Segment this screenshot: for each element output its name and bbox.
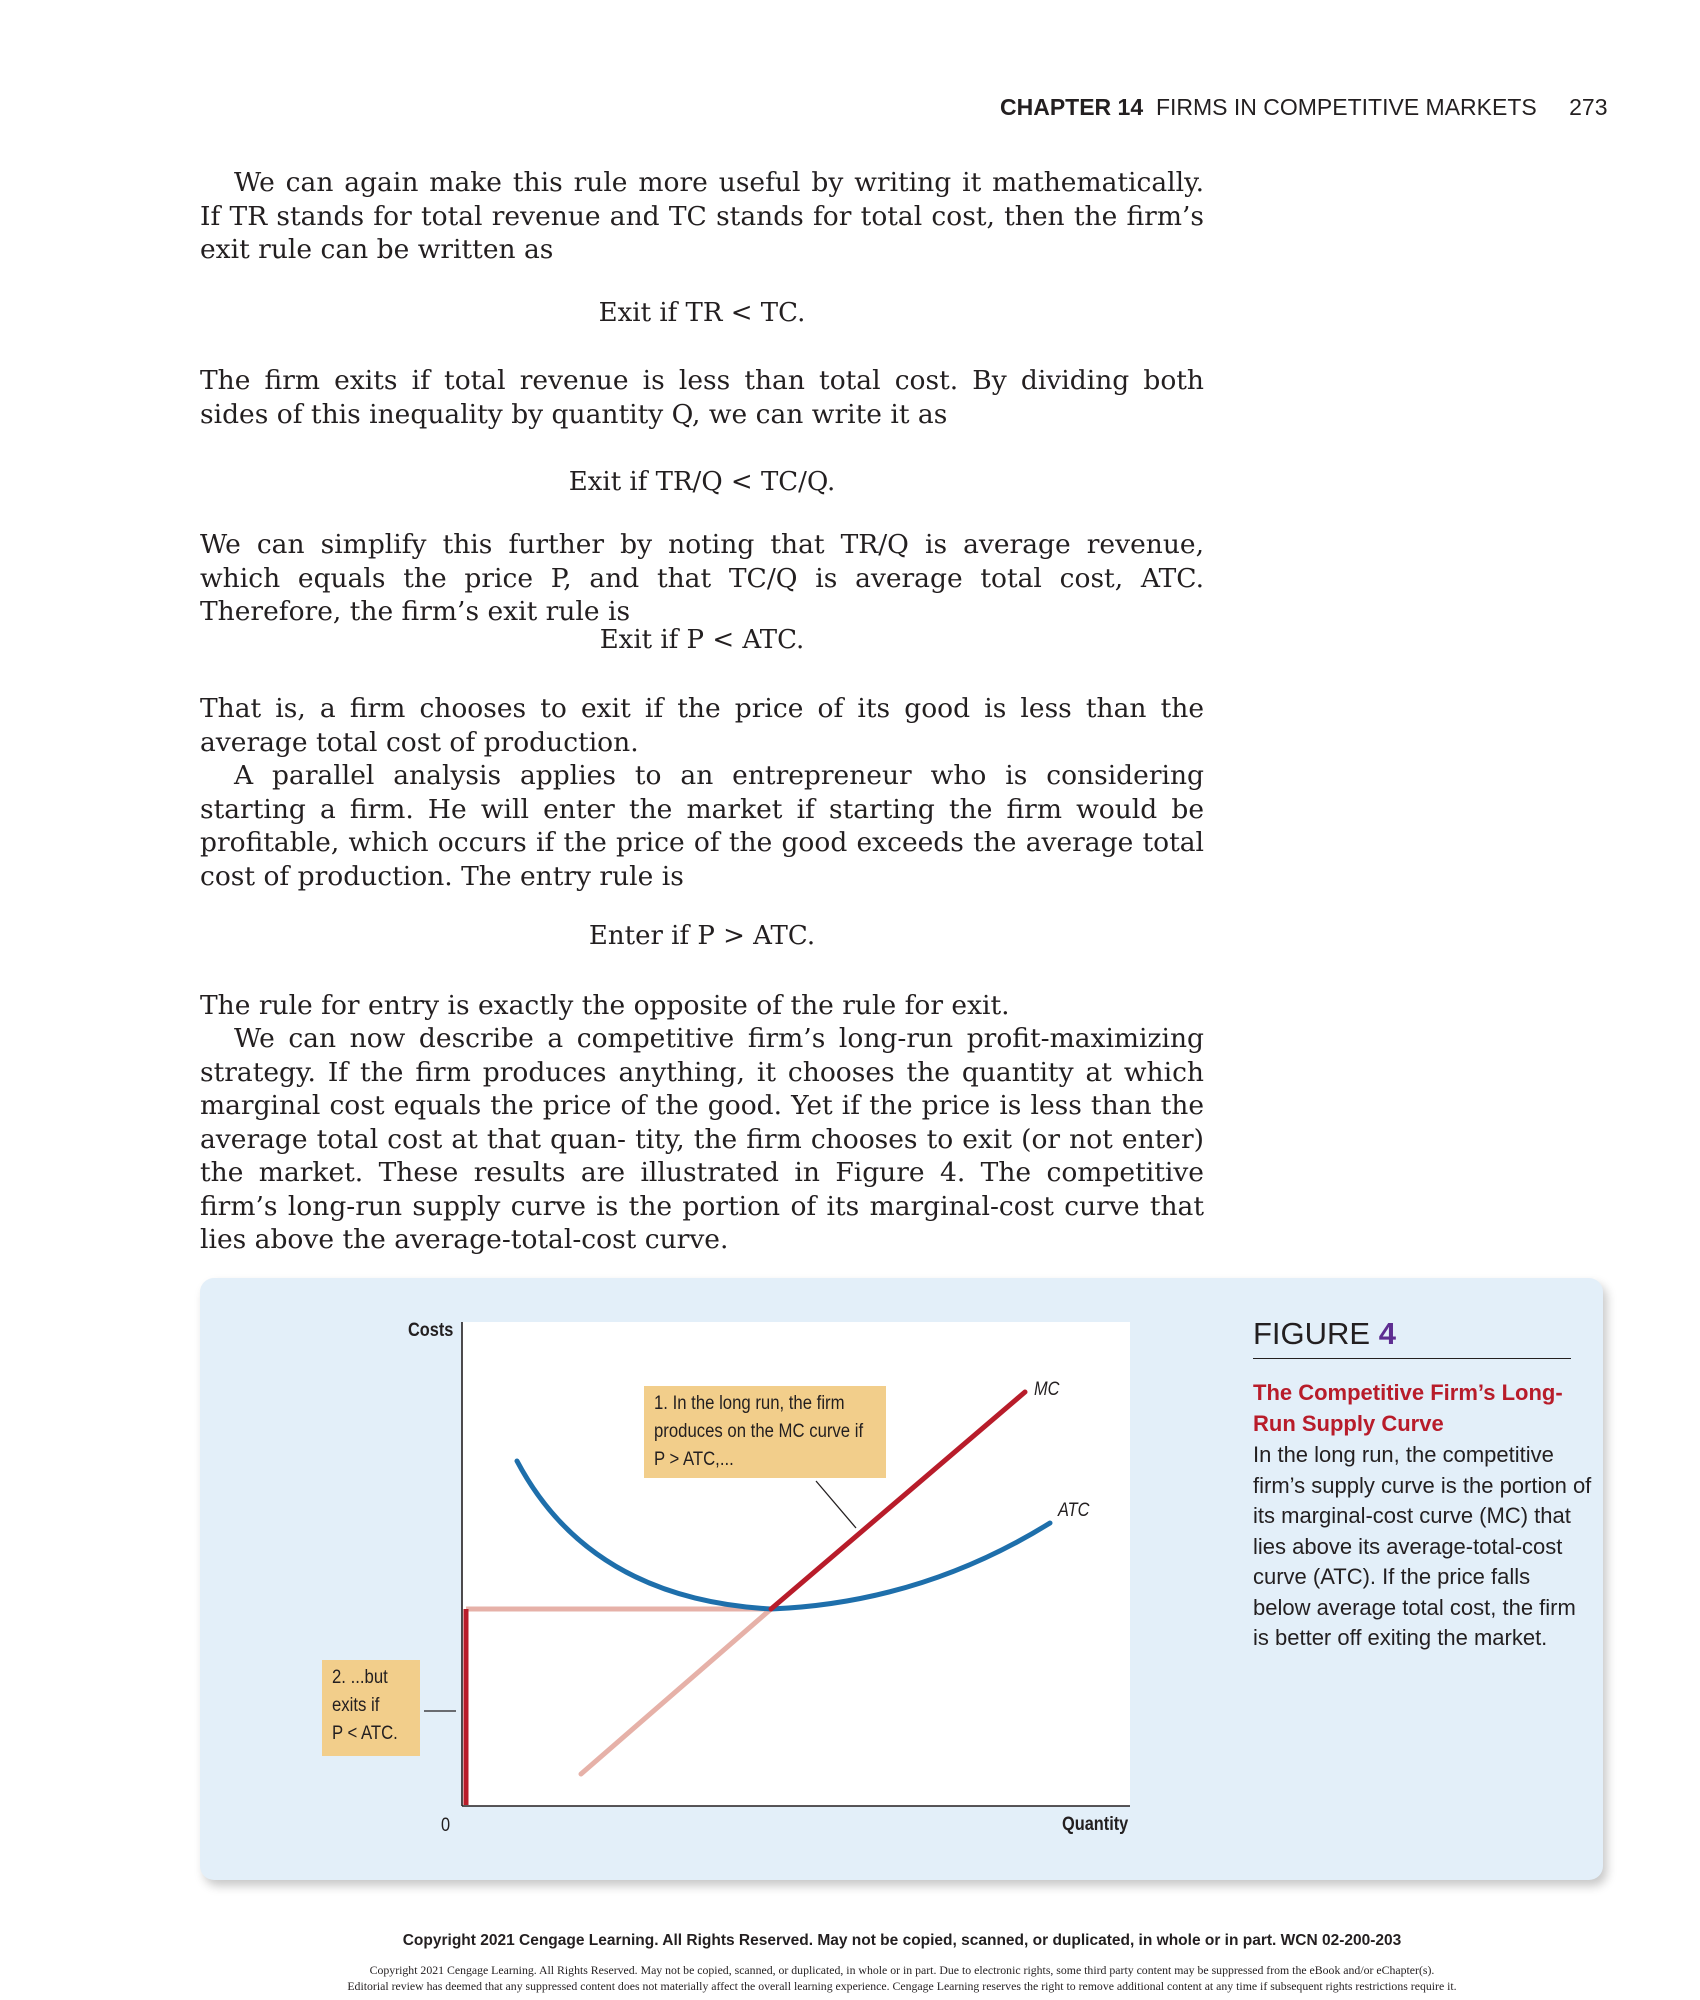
copyright-main: Copyright 2021 Cengage Learning. All Rights Reserved. May not be copied, scanned, or duplicated, in whole or in part. WCN 02-200-203 [402, 1932, 1402, 1949]
paragraph-5: A parallel analysis applies to an entrepreneur who is considering starting a firm. He will enter the market if starting the firm would be profitable, which occurs if the price of the good exceeds the average total cost of production. The entry rule is [200, 760, 1204, 892]
copyright-fine-line-1: Copyright 2021 Cengage Learning. All Rights Reserved. May not be copied, scanned, or duplicated, in whole or in part. Due to electronic rights, some third party content may be suppressed from the eBook and/or eChapter(s). [369, 1963, 1435, 1977]
figure-number: 4 [1378, 1316, 1396, 1351]
callout-1-leader [816, 1481, 856, 1528]
page-number: 273 [1569, 94, 1608, 120]
paragraph-2: The firm exits if total revenue is less than total cost. By dividing both sides of this inequality by quantity Q, we can write it as [200, 365, 1204, 430]
y-axis-label: Costs [408, 1320, 454, 1341]
callout-1-line-1: 1. In the long run, the firm [654, 1393, 845, 1414]
copyright-fine-line-2: Editorial review has deemed that any suppressed content does not materially affect the overall learning experience. Cengage Learning reserves the right to remove additional content at any time if subsequent rights restrictions require it. [347, 1979, 1457, 1993]
paragraph-7: We can now describe a competitive firm’s long-run profit-maximizing strategy. If the firm produces anything, it chooses the quantity at which marginal cost equals the price of the good. Yet if the price is less than the average total cost at that quan- tity, the firm chooses to exit (or not enter) the market. These results are illustrated in Figure 4. The competitive firm’s long-run supply curve is the portion of its marginal-cost curve that lies above the average-total-cost curve. [200, 1023, 1204, 1255]
copyright-fine-print [190, 1962, 1614, 1994]
equation-exit-average: Exit if TR/Q < TC/Q. [568, 467, 836, 497]
callout-2-line-1: 2. ...but [332, 1667, 388, 1688]
paragraph-4: That is, a firm chooses to exit if the price of its good is less than the average total cost of production. [200, 693, 1204, 758]
equation-enter-p-atc: Enter if P > ATC. [588, 921, 816, 951]
mc-curve-below-atc [581, 1609, 771, 1774]
figure-title [1253, 1316, 1571, 1359]
callout-2-line-3: P < ATC. [332, 1723, 398, 1744]
paragraph-6: The rule for entry is exactly the opposite of the rule for exit. [200, 990, 1010, 1021]
atc-curve-label: ATC [1058, 1500, 1090, 1521]
figure-description: In the long run, the competitive firm’s supply curve is the portion of its marginal-cost curve (MC) that lies above its average-total-cost curve (ATC). If the price falls below average total cost, the firm is better off exiting the market. [1253, 1442, 1592, 1650]
chapter-title: FIRMS IN COMPETITIVE MARKETS [1155, 94, 1537, 120]
callout-1-line-3: P > ATC,... [654, 1449, 734, 1470]
x-axis-label: Quantity [1062, 1814, 1129, 1835]
origin-label: 0 [441, 1815, 451, 1836]
callout-1-line-2: produces on the MC curve if [654, 1421, 864, 1442]
equation-exit-p-atc: Exit if P < ATC. [599, 625, 805, 655]
equation-exit-tr-tc: Exit if TR < TC. [598, 298, 806, 328]
paragraph-3: We can simplify this further by noting that TR/Q is average revenue, which equals the price P, and that TC/Q is average total cost, ATC. Therefore, the firm’s exit rule is [200, 529, 1204, 627]
chapter-label: CHAPTER 14 [1000, 94, 1144, 120]
atc-curve [517, 1461, 1050, 1609]
callout-long-run-mc [644, 1386, 886, 1478]
figure-subtitle: The Competitive Firm’s Long-Run Supply Curve [1253, 1380, 1563, 1436]
figure-label: FIGURE [1253, 1316, 1371, 1351]
paragraph-1: We can again make this rule more useful by writing it mathematically. If TR stands for total revenue and TC stands for total cost, then the firm’s exit rule can be written as [200, 167, 1204, 265]
mc-curve-label: MC [1034, 1379, 1060, 1400]
callout-2-line-2: exits if [332, 1695, 380, 1716]
callout-exit [322, 1660, 420, 1756]
